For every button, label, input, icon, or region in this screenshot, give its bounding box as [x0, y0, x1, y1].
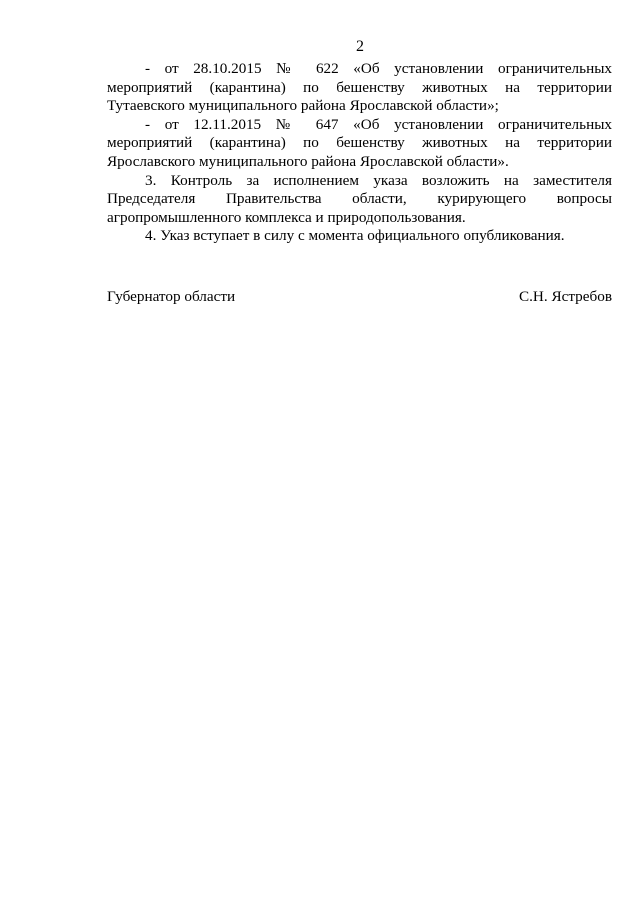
paragraph-control: 3. Контроль за исполнением указа возложить на заместителя Председателя Правительства области, курирующего вопросы агропромышленного комплекса и природопользования. [107, 171, 612, 226]
page-number: 2 [356, 38, 364, 55]
paragraph-decree-622: - от 28.10.2015 № 622 «Об установлении ограничительных мероприятий (карантина) по бешенству животных на территории Тутаевского муниципального района Ярославской области»; [107, 60, 612, 115]
paragraph-decree-647: - от 12.11.2015 № 647 «Об установлении ограничительных мероприятий (карантина) по бешенству животных на территории Ярославского муниципального района Ярославской области». [107, 115, 612, 170]
signature-block [107, 288, 612, 307]
paragraph-entry-into-force: 4. Указ вступает в силу с момента официального опубликования. [145, 227, 565, 245]
signature-position: Губернатор области [107, 288, 236, 305]
document-body [107, 60, 612, 246]
signature-name: С.Н. Ястребов [518, 288, 612, 305]
